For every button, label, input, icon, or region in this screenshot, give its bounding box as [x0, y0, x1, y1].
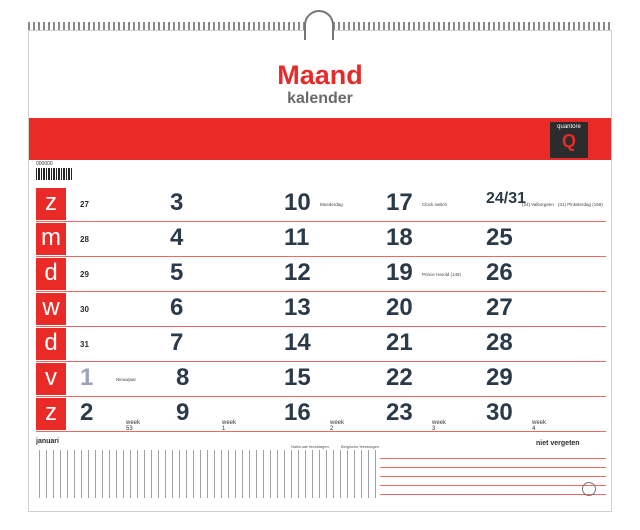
q-icon: Q [561, 131, 576, 151]
footer [36, 436, 606, 506]
notes-lines[interactable] [380, 450, 606, 496]
brand-name: quantore [557, 124, 581, 130]
day-number: 4 [170, 224, 184, 251]
legend-belgian: Belgische feestdagen [341, 444, 380, 449]
footer-month: januari [36, 438, 59, 445]
barcode [36, 168, 72, 180]
brand-logo [550, 122, 588, 158]
day-number: 22 [386, 364, 413, 391]
day-number: 12 [284, 259, 311, 286]
day-number: 7 [170, 329, 184, 356]
day-number: 2 [80, 399, 94, 426]
calendar-row [36, 291, 606, 327]
day-number: 3 [170, 189, 184, 216]
week-label: week 4 [532, 420, 547, 432]
day-number: 28 [486, 329, 513, 356]
calendar-row [36, 361, 606, 397]
day-number: 1 [80, 364, 94, 391]
weekday-letter: v [36, 363, 66, 395]
calendar-row [36, 326, 606, 362]
red-band [29, 118, 611, 160]
hanger-hook [304, 10, 334, 40]
day-number: 14 [284, 329, 311, 356]
week-number: 27 [80, 200, 89, 209]
week-label: week 3 [432, 420, 447, 432]
calendar-row [36, 186, 606, 222]
weekday-letter: w [36, 293, 66, 325]
day-number: 20 [386, 294, 413, 321]
day-number: 23 [386, 399, 413, 426]
day-number: 18 [386, 224, 413, 251]
day-number: 5 [170, 259, 184, 286]
weekday-letter: d [36, 328, 66, 360]
notes-label: niet vergeten [536, 440, 580, 447]
year-overview [36, 450, 376, 498]
article-number: 000000 [36, 161, 53, 167]
day-note: Nieuwjaar [116, 377, 137, 382]
week-number: 28 [80, 235, 89, 244]
week-number: 31 [80, 340, 89, 349]
day-number: 24/31 [486, 190, 527, 207]
day-number: 21 [386, 329, 413, 356]
day-number: 10 [284, 189, 311, 216]
day-number: 30 [486, 399, 513, 426]
day-number: 17 [386, 189, 413, 216]
legend-national: Nationale feestdagen [291, 444, 329, 449]
day-note: (24) Valborgeen · (31) Pinksterdag (159) [522, 202, 603, 207]
calendar-title: Maand [277, 60, 363, 90]
day-number: 15 [284, 364, 311, 391]
day-number: 25 [486, 224, 513, 251]
day-number: 9 [176, 399, 190, 426]
day-number: 13 [284, 294, 311, 321]
weekday-letter: z [36, 398, 66, 430]
week-label: week 1 [222, 420, 237, 432]
week-number: 29 [80, 270, 89, 279]
week-number: 30 [80, 305, 89, 314]
day-note: Clock switch [422, 202, 448, 207]
weekday-letter: m [36, 223, 66, 255]
day-number: 27 [486, 294, 513, 321]
day-number: 26 [486, 259, 513, 286]
calendar-row [36, 396, 606, 432]
day-number: 16 [284, 399, 311, 426]
weekday-letter: z [36, 188, 66, 220]
calendar-row [36, 256, 606, 292]
day-number: 6 [170, 294, 184, 321]
recycle-icon [582, 482, 596, 496]
day-number: 29 [486, 364, 513, 391]
weekday-letter: d [36, 258, 66, 290]
day-note: Prince Harold (148) [422, 272, 462, 277]
week-label: week 53 [126, 420, 141, 432]
calendar-grid [36, 186, 606, 430]
calendar-subtitle: kalender [287, 90, 353, 107]
day-number: 19 [386, 259, 413, 286]
day-note: Moederdag [320, 202, 343, 207]
calendar-row [36, 221, 606, 257]
day-number: 11 [284, 224, 310, 251]
day-number: 8 [176, 364, 190, 391]
week-label: week 2 [330, 420, 345, 432]
